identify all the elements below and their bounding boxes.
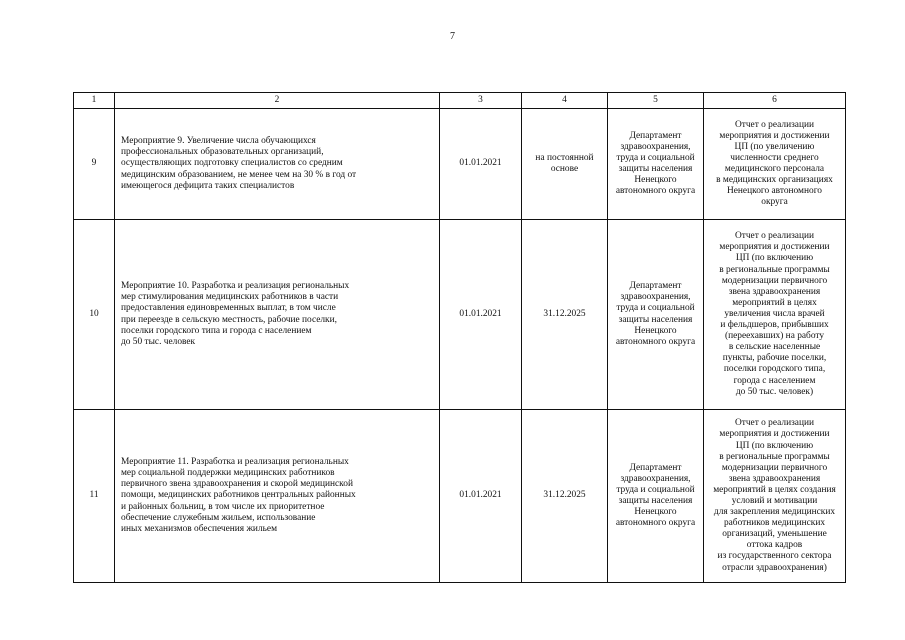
end-date: 31.12.2025 xyxy=(522,220,608,410)
start-date: 01.01.2021 xyxy=(440,410,522,583)
column-header-4: 4 xyxy=(522,93,608,109)
table-row xyxy=(74,109,846,220)
end-date: 31.12.2025 xyxy=(522,410,608,583)
column-header-2: 2 xyxy=(115,93,440,109)
expected-result: Отчет о реализации мероприятия и достижении ЦП (по увеличению численности среднего медицинского персонала в медицинских организациях Ненецкого автономного округа xyxy=(704,109,846,220)
measure-description: Мероприятие 9. Увеличение числа обучающихся профессиональных образовательных организаций, осуществляющих подготовку специалистов со средним медицинским образованием, не менее чем на 30 % в год от имеющегося дефицита таких специалистов xyxy=(115,109,440,220)
expected-result: Отчет о реализации мероприятия и достижении ЦП (по включению в региональные программы модернизации первичного звена здравоохранения мероприятий в целях увеличения числа врачей и фельдшеров, прибывших (переехавших) на работу в сельские населенные пункты, рабочие поселки, поселки городского типа, города с населением до 50 тыс. человек) xyxy=(704,220,846,410)
column-header-1: 1 xyxy=(74,93,115,109)
end-date: на постоянной основе xyxy=(522,109,608,220)
measure-description: Мероприятие 10. Разработка и реализация региональных мер стимулирования медицинских работников в части предоставления единовременных выплат, в том числе при переезде в сельскую местность, рабочие поселки, поселки городского типа и города с населением до 50 тыс. человек xyxy=(115,220,440,410)
start-date: 01.01.2021 xyxy=(440,220,522,410)
start-date: 01.01.2021 xyxy=(440,109,522,220)
table-header-row xyxy=(74,93,846,109)
column-header-3: 3 xyxy=(440,93,522,109)
row-number: 11 xyxy=(74,410,115,583)
row-number: 9 xyxy=(74,109,115,220)
executor: Департамент здравоохранения, труда и социальной защиты населения Ненецкого автономного округа xyxy=(608,109,704,220)
executor: Департамент здравоохранения, труда и социальной защиты населения Ненецкого автономного округа xyxy=(608,410,704,583)
expected-result: Отчет о реализации мероприятия и достижении ЦП (по включению в региональные программы модернизации первичного звена здравоохранения мероприятий в целях создания условий и мотивации для закрепления медицинских работников медицинских организаций, уменьшение оттока кадров из государственного сектора отрасли здравоохранения) xyxy=(704,410,846,583)
page-number: 7 xyxy=(450,31,455,42)
row-number: 10 xyxy=(74,220,115,410)
measure-description: Мероприятие 11. Разработка и реализация региональных мер социальной поддержки медицинских работников первичного звена здравоохранения и скорой медицинской помощи, медицинских работников центральных районных и районных больниц, в том числе их приоритетное обеспечение служебным жильем, использование иных механизмов обеспечения жильем xyxy=(115,410,440,583)
column-header-5: 5 xyxy=(608,93,704,109)
table-row xyxy=(74,220,846,410)
table-row xyxy=(74,410,846,583)
measures-table xyxy=(73,92,846,583)
column-header-6: 6 xyxy=(704,93,846,109)
executor: Департамент здравоохранения, труда и социальной защиты населения Ненецкого автономного округа xyxy=(608,220,704,410)
